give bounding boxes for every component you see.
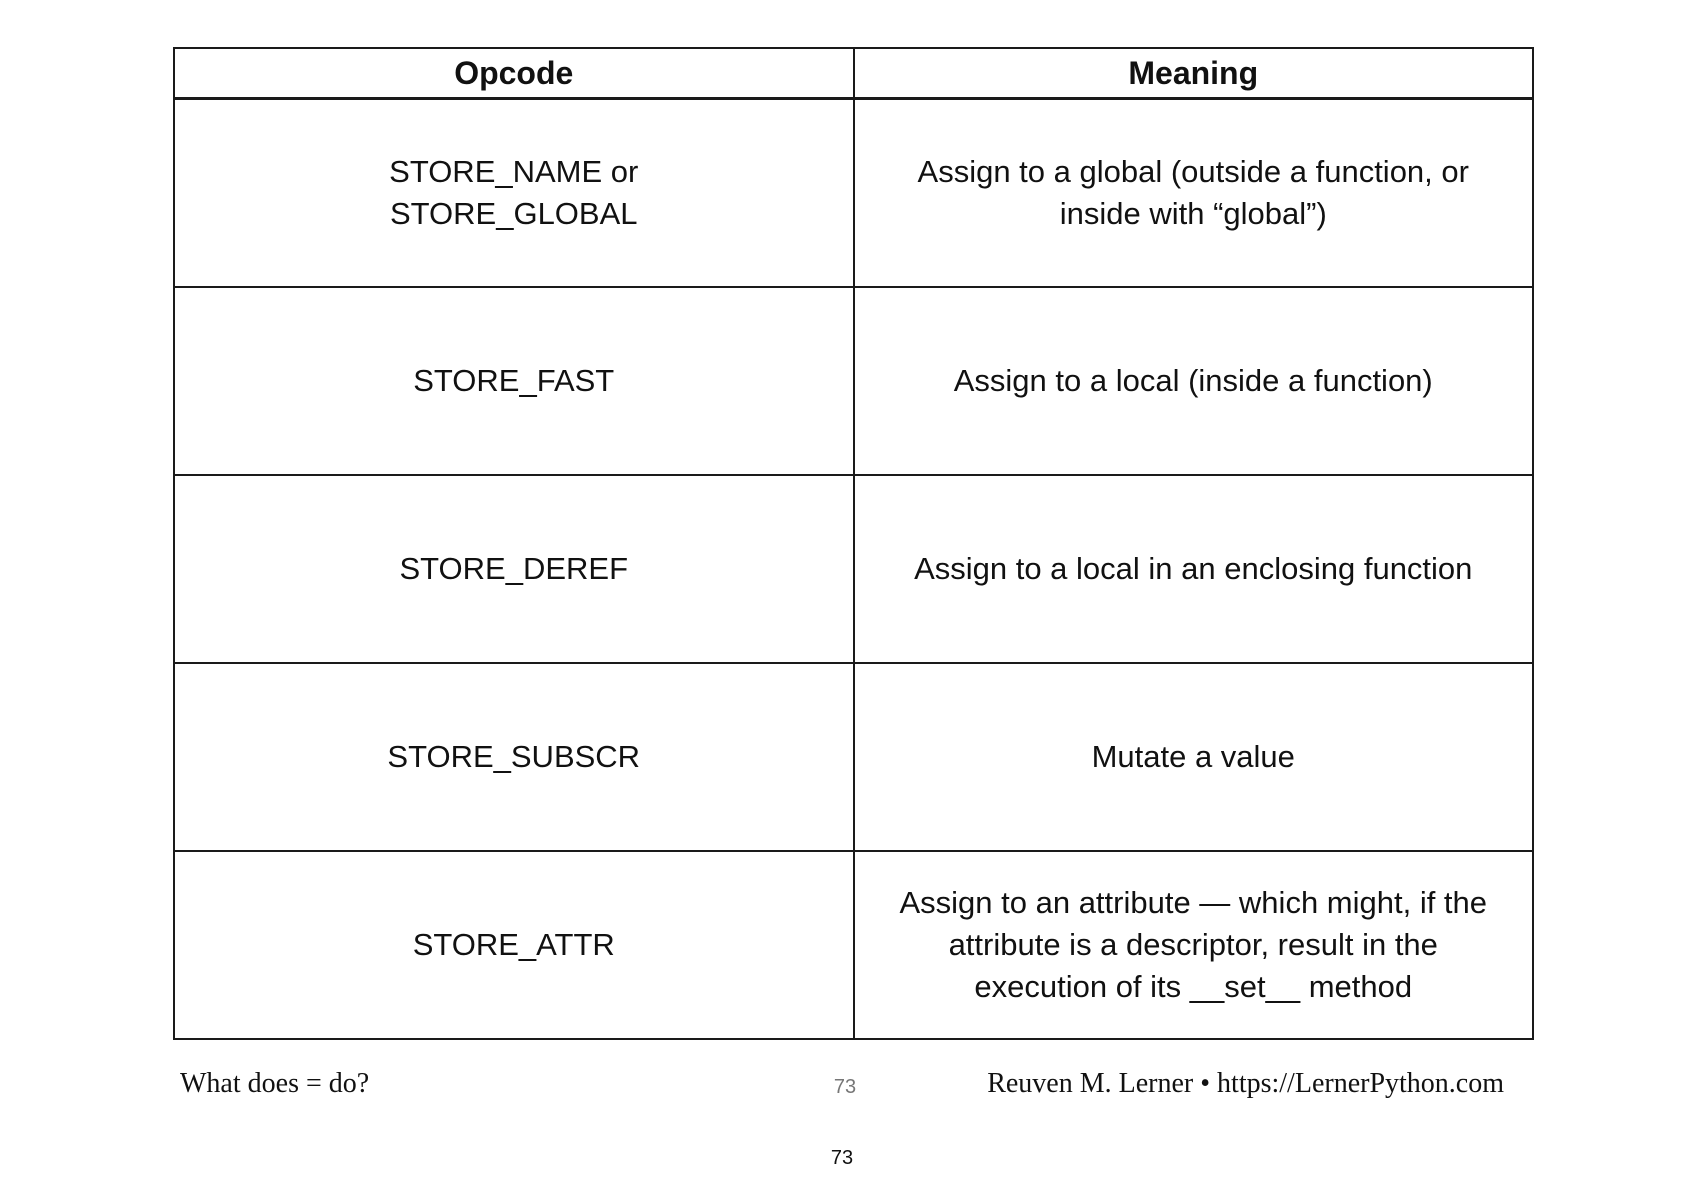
meaning-cell	[854, 99, 1534, 288]
opcode-text: STORE_DEREF	[399, 551, 629, 586]
table-header-row	[174, 48, 1533, 99]
meaning-text: Assign to a global (outside a function, or	[917, 154, 1469, 189]
footer-page-number: 73	[833, 1076, 857, 1098]
opcode-cell	[174, 99, 854, 288]
opcode-table	[173, 47, 1534, 1040]
footer-chapter-title: What does = do?	[180, 1068, 370, 1099]
header-opcode: Opcode	[174, 48, 854, 99]
opcode-cell	[174, 663, 854, 851]
meaning-text: attribute is a descriptor, result in the	[948, 927, 1438, 962]
opcode-text: STORE_SUBSCR	[387, 739, 641, 774]
table-row	[174, 99, 1533, 288]
meaning-text: Assign to a local in an enclosing function	[914, 551, 1473, 586]
meaning-text: Assign to an attribute — which might, if the	[899, 885, 1488, 920]
meaning-cell	[854, 851, 1534, 1039]
header-meaning: Meaning	[854, 48, 1534, 99]
table-row	[174, 663, 1533, 851]
page-number: 73	[830, 1147, 854, 1169]
opcode-text: STORE_NAME or	[389, 154, 639, 189]
footer-author-credit: Reuven M. Lerner • https://LernerPython.com	[987, 1068, 1504, 1099]
meaning-text: execution of its __set__ method	[974, 969, 1413, 1004]
opcode-cell	[174, 287, 854, 475]
opcode-text: STORE_GLOBAL	[389, 196, 638, 231]
opcode-text: STORE_FAST	[413, 363, 615, 398]
meaning-text: Assign to a local (inside a function)	[953, 363, 1433, 398]
opcode-cell	[174, 851, 854, 1039]
meaning-text: inside with “global”)	[1059, 196, 1327, 231]
meaning-cell	[854, 663, 1534, 851]
table-row	[174, 287, 1533, 475]
table-row	[174, 475, 1533, 663]
opcode-cell	[174, 475, 854, 663]
meaning-cell	[854, 287, 1534, 475]
opcode-text: STORE_ATTR	[412, 927, 615, 962]
meaning-cell	[854, 475, 1534, 663]
meaning-text: Mutate a value	[1091, 739, 1295, 774]
table-row	[174, 851, 1533, 1039]
